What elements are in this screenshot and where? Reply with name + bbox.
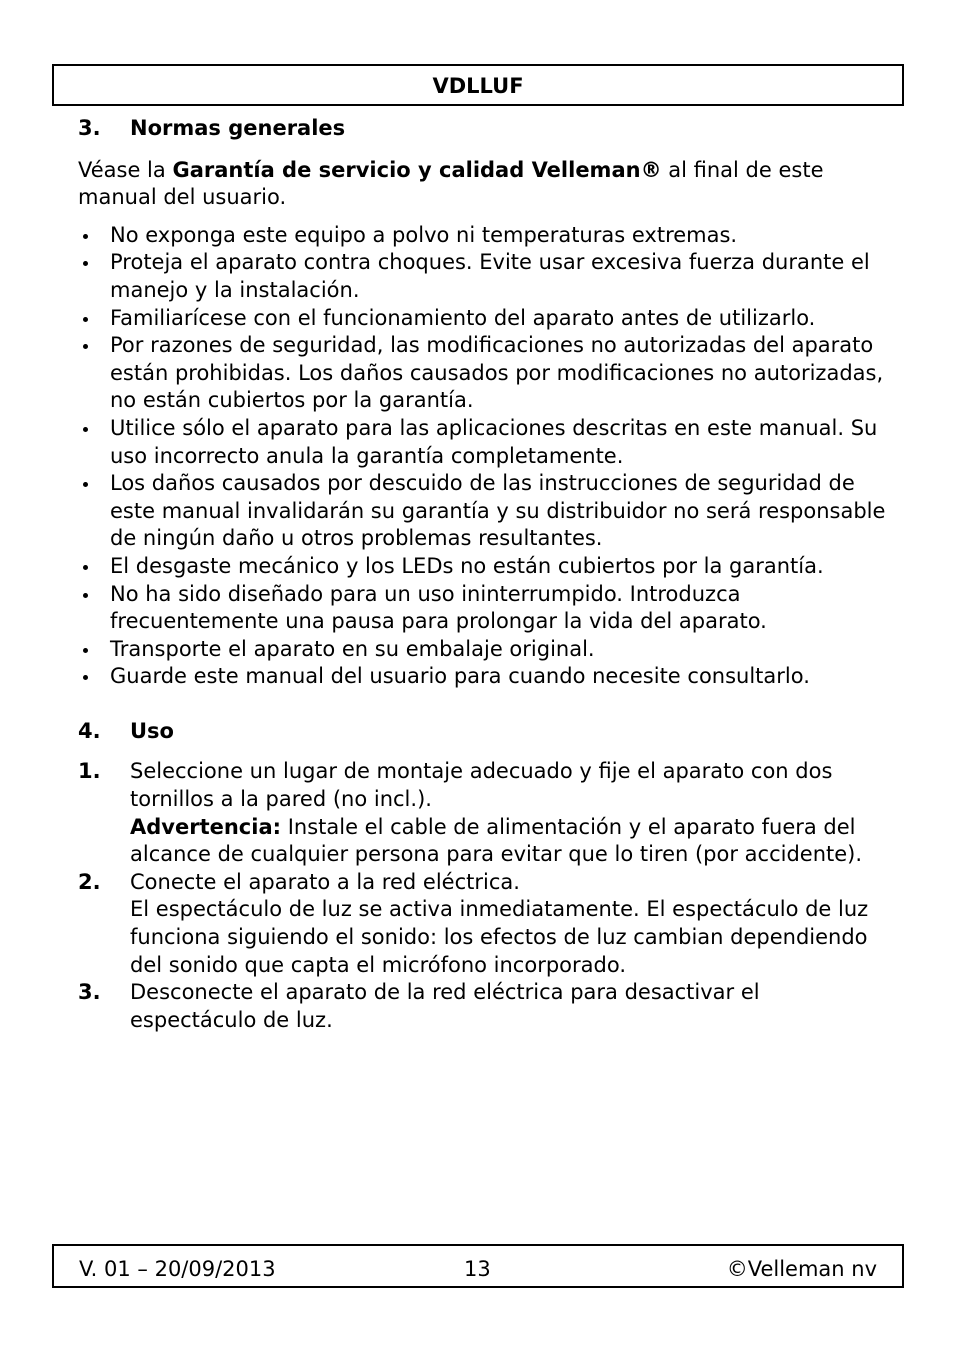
section-3-title: Normas generales [130, 116, 346, 140]
intro-post: al final de este manual del usuario. [78, 157, 824, 210]
step-item [78, 979, 888, 1034]
version-date: V. 01 – 20/09/2013 [79, 1257, 276, 1281]
step-body [130, 758, 888, 868]
section-3-heading [78, 115, 888, 143]
step-body [130, 869, 888, 979]
usage-steps-list [78, 758, 888, 1034]
step-body [130, 979, 888, 1034]
section-3-intro [78, 157, 888, 212]
warning-label: Advertencia: [130, 814, 282, 839]
bullet-item: No exponga este equipo a polvo ni temperaturas extremas. [78, 222, 888, 250]
intro-pre: Véase la [78, 157, 173, 182]
copyright: ©Velleman nv [726, 1257, 877, 1281]
bullet-item: Proteja el aparato contra choques. Evite usar excesiva fuerza durante el manejo y la instalación. [78, 249, 888, 304]
step-text: Seleccione un lugar de montaje adecuado y fije el aparato con dos tornillos a la pared (no incl.). [130, 759, 833, 812]
bullet-item: No ha sido diseñado para un uso ininterrumpido. Introduzca frecuentemente una pausa para prolongar la vida del aparato. [78, 581, 888, 636]
page-header [52, 64, 904, 106]
step-text: Conecte el aparato a la red eléctrica. [130, 869, 520, 894]
intro-bold: Garantía de servicio y calidad Velleman® [172, 157, 662, 182]
bullet-item: Guarde este manual del usuario para cuando necesite consultarlo. [78, 663, 888, 691]
step-number: 2. [78, 869, 101, 894]
page-footer [52, 1244, 904, 1288]
section-4-title: Uso [130, 718, 174, 743]
safety-bullet-list [78, 222, 888, 691]
bullet-item: El desgaste mecánico y los LEDs no están cubiertos por la garantía. [78, 553, 888, 581]
page-content [78, 115, 888, 1034]
step-item [78, 758, 888, 868]
bullet-item: Utilice sólo el aparato para las aplicaciones descritas en este manual. Su uso incorrecto anula la garantía completamente. [78, 415, 888, 470]
section-3-number: 3. [78, 116, 101, 140]
bullet-item: Transporte el aparato en su embalaje original. [78, 636, 888, 664]
step-number: 3. [78, 980, 101, 1005]
bullet-item: Por razones de seguridad, las modificaciones no autorizadas del aparato están prohibidas. Los daños causados por modificaciones no autorizadas, no están cubiertos por la garantía. [78, 332, 888, 415]
step-text: Desconecte el aparato de la red eléctrica para desactivar el espectáculo de luz. [130, 980, 760, 1032]
section-4-number: 4. [78, 718, 101, 743]
model-name: VDLLUF [432, 74, 524, 98]
step-warning [130, 814, 888, 869]
step-number: 1. [78, 759, 101, 784]
section-4-heading [78, 718, 888, 746]
warning-text: Instale el cable de alimentación y el aparato fuera del alcance de cualquier persona para evitar que lo tiren (por accidente). [130, 814, 863, 867]
bullet-item: Los daños causados por descuido de las instrucciones de seguridad de este manual invalidarán su garantía y su distribuidor no será responsable de ningún daño u otros problemas resultantes. [78, 470, 888, 553]
page-number: 13 [464, 1257, 491, 1281]
bullet-item: Familiarícese con el funcionamiento del aparato antes de utilizarlo. [78, 305, 888, 333]
step-item [78, 869, 888, 979]
step-extra: El espectáculo de luz se activa inmediatamente. El espectáculo de luz funciona siguiendo el sonido: los efectos de luz cambian dependiendo del sonido que capta el micrófono incorporado. [130, 897, 869, 977]
